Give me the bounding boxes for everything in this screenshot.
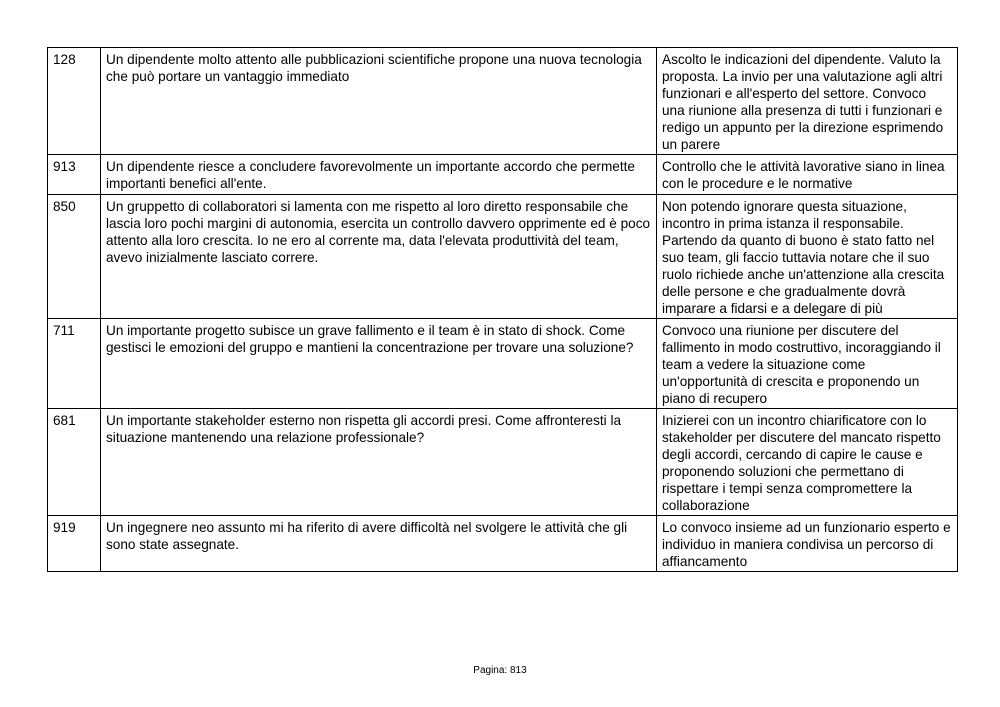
answer-text-cell: Ascolto le indicazioni del dipendente. Valuto la proposta. La invio per una valutazione agli altri funzionari e all'esperto del settore. Convoco una riunione alla presenza di tutti i funzionari e redigo un appunto per la direzione esprimendo un parere xyxy=(657,48,958,155)
page-number: Pagina: 813 xyxy=(473,665,527,676)
table-row xyxy=(48,155,958,195)
table-row xyxy=(48,319,958,409)
table-row xyxy=(48,48,958,155)
answer-text-cell: Inizierei con un incontro chiarificatore con lo stakeholder per discutere del mancato rispetto degli accordi, cercando di capire le cause e proponendo soluzioni che permettano di rispettare i tempi senza compromettere la collaborazione xyxy=(657,409,958,516)
answer-text-cell: Non potendo ignorare questa situazione, incontro in prima istanza il responsabile. Partendo da quanto di buono è stato fatto nel suo team, gli faccio tuttavia notare che il suo ruolo richiede anche un'attenzione alla crescita delle persone e che gradualmente dovrà imparare a fidarsi e a delegare di più xyxy=(657,195,958,319)
question-text-cell: Un dipendente molto attento alle pubblicazioni scientifiche propone una nuova tecnologia che può portare un vantaggio immediato xyxy=(101,48,657,155)
table-row xyxy=(48,195,958,319)
question-id-cell: 850 xyxy=(48,195,101,319)
table-row xyxy=(48,516,958,572)
question-text-cell: Un importante stakeholder esterno non rispetta gli accordi presi. Come affronteresti la situazione mantenendo una relazione professionale? xyxy=(101,409,657,516)
answer-text-cell: Controllo che le attività lavorative siano in linea con le procedure e le normative xyxy=(657,155,958,195)
questions-table xyxy=(47,47,958,572)
answer-text-cell: Lo convoco insieme ad un funzionario esperto e individuo in maniera condivisa un percorso di affiancamento xyxy=(657,516,958,572)
question-text-cell: Un importante progetto subisce un grave fallimento e il team è in stato di shock. Come gestisci le emozioni del gruppo e mantieni la concentrazione per trovare una soluzione? xyxy=(101,319,657,409)
question-id-cell: 913 xyxy=(48,155,101,195)
question-id-cell: 919 xyxy=(48,516,101,572)
question-id-cell: 681 xyxy=(48,409,101,516)
question-id-cell: 711 xyxy=(48,319,101,409)
question-id-cell: 128 xyxy=(48,48,101,155)
answer-text-cell: Convoco una riunione per discutere del fallimento in modo costruttivo, incoraggiando il team a vedere la situazione come un'opportunità di crescita e proponendo un piano di recupero xyxy=(657,319,958,409)
question-text-cell: Un ingegnere neo assunto mi ha riferito di avere difficoltà nel svolgere le attività che gli sono state assegnate. xyxy=(101,516,657,572)
question-text-cell: Un dipendente riesce a concludere favorevolmente un importante accordo che permette importanti benefici all'ente. xyxy=(101,155,657,195)
question-text-cell: Un gruppetto di collaboratori si lamenta con me rispetto al loro diretto responsabile che lascia loro pochi margini di autonomia, esercita un controllo davvero opprimente ed è poco attento alla loro crescita. Io ne ero al corrente ma, data l'elevata produttività del team, avevo inizialmente lasciato correre. xyxy=(101,195,657,319)
table-row xyxy=(48,409,958,516)
